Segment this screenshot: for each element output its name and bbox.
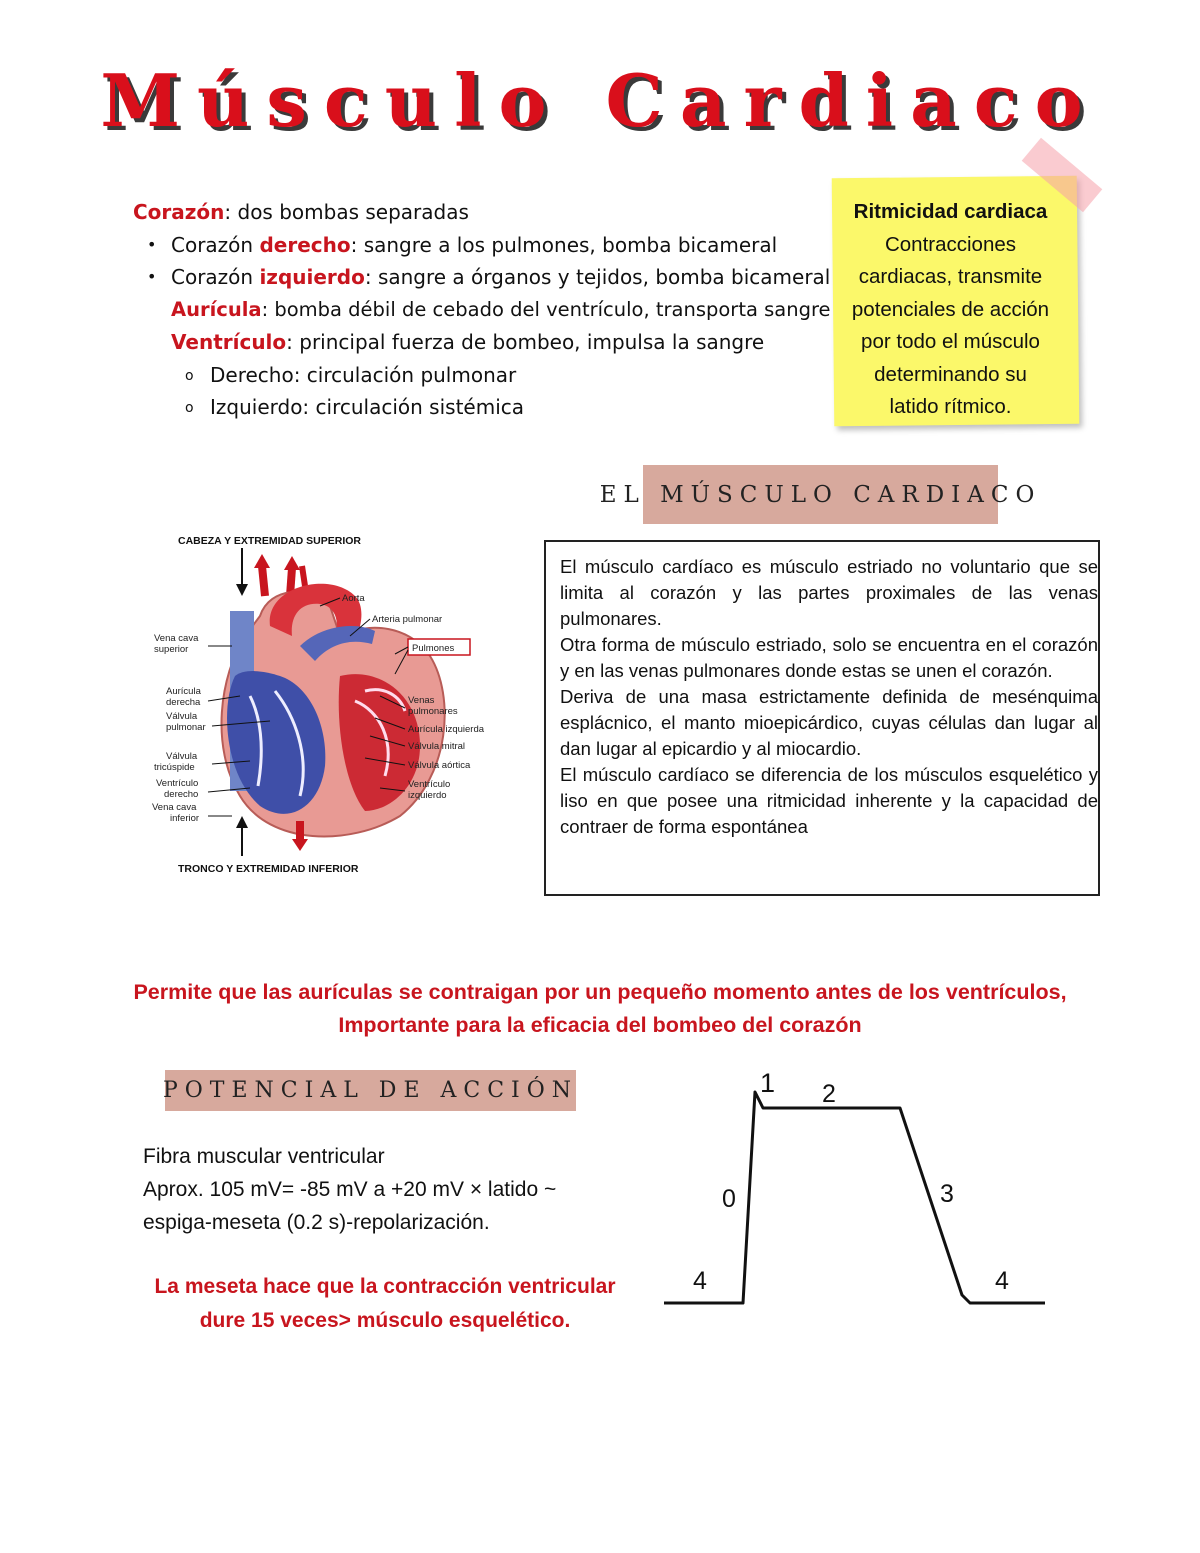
action-potential-graph (660, 1060, 1060, 1320)
phase-label: 2 (822, 1080, 836, 1108)
description-paragraph: Otra forma de músculo estriado, solo se encuentra en el corazón y en las venas pulmonares donde estas se unen el corazón. (560, 634, 1098, 681)
label-valvula-mitral: Válvula mitral (408, 741, 466, 752)
diagram-bottom-label: TRONCO Y EXTREMIDAD INFERIOR (178, 863, 359, 875)
label-valv-pul-1: Válvula (166, 711, 198, 722)
fibra-line: Fibra muscular ventricular (143, 1145, 385, 1168)
note-line: Contracciones (884, 232, 1017, 256)
note-line: determinando su (874, 362, 1027, 386)
label-venas-1: Venas (408, 695, 435, 706)
label-valv-tri-1: Válvula (166, 751, 198, 762)
bullet-icon: • (147, 234, 157, 254)
note-title: Ritmicidad cardiaca (853, 200, 1048, 223)
phase-label: 3 (940, 1180, 954, 1208)
label-vent-der-2: derecho (164, 789, 199, 800)
label-pulmones: Pulmones (412, 643, 455, 654)
red-statement-1: Permite que las aurículas se contraigan por un pequeño momento antes de los ventrículos, (133, 980, 1067, 1004)
phase-label: 0 (722, 1185, 736, 1213)
description-box (544, 540, 1100, 896)
label-vena-sup-2: superior (154, 644, 189, 655)
phase-label: 1 (760, 1068, 776, 1098)
auricula-line: Aurícula: bomba débil de cebado del ventrículo, transporta sangre (171, 297, 831, 321)
ventriculo-line: Ventrículo: principal fuerza de bombeo, impulsa la sangre (171, 330, 765, 354)
description-paragraph: El músculo cardíaco se diferencia de los músculos esquelético y liso en que posee una ritmicidad inherente y la capacidad de contraer de forma espontánea (560, 764, 1098, 837)
sticky-note-text (833, 196, 1068, 424)
label-vent-der-1: Ventrículo (156, 778, 199, 789)
label-vena-inf-1: Vena cava (152, 802, 197, 813)
label-valvula-aortica: Válvula aórtica (408, 760, 471, 771)
fibra-line: Aprox. 105 mV= -85 mV a +20 mV × latido ~ (143, 1178, 557, 1201)
meseta-line: La meseta hace que la contracción ventricular (154, 1275, 616, 1298)
note-line: latido rítmico. (889, 395, 1012, 418)
list-item: • Corazón izquierdo: sangre a órganos y tejidos, bomba bicameral (133, 261, 833, 294)
red-statement-2: Importante para la eficacia del bombeo del corazón (338, 1013, 862, 1037)
fibra-text (143, 1140, 556, 1239)
section-banner-potencial: POTENCIAL DE ACCIÓN (165, 1070, 576, 1111)
description-paragraph: El músculo cardíaco es músculo estriado no voluntario que se limita al corazón y las partes proximales de las venas pulmonares. (560, 556, 1098, 629)
note-line: potenciales de acción (851, 297, 1050, 321)
label-vent-izq-1: Ventrículo (408, 779, 451, 790)
note-line: por todo el músculo (861, 330, 1040, 353)
page-title: Músculo Cardiaco (100, 58, 1100, 143)
label-arteria-pulmonar: Arteria pulmonar (372, 614, 443, 625)
label-valv-tri-2: tricúspide (154, 762, 195, 773)
phase-label: 4 (995, 1267, 1009, 1295)
fibra-line: espiga-meseta (0.2 s)-repolarización. (143, 1211, 490, 1234)
intro-section (133, 196, 833, 424)
meseta-line: dure 15 veces> músculo esquelético. (199, 1309, 571, 1332)
label-venas-2: pulmonares (408, 706, 458, 717)
bullet-icon: • (147, 267, 157, 286)
label-valv-pul-2: pulmonar (166, 722, 206, 733)
label-vent-izq-2: izquierdo (408, 790, 447, 801)
intro-heading: Corazón: dos bombas separadas (133, 200, 469, 224)
list-item: o Izquierdo: circulación sistémica (133, 391, 833, 424)
label-auricula-izquierda: Aurícula izquierda (408, 724, 485, 735)
section-banner: EL MÚSCULO CARDIACO (643, 465, 998, 524)
heart-diagram (150, 526, 500, 878)
circle-bullet-icon: o (185, 400, 194, 416)
description-paragraph: Deriva de una masa estrictamente definida de mesénquima esplácnico, el manto mioepicárdico, cuyas células dan lugar al dan lugar al epicardio y al miocardio. (560, 686, 1098, 759)
label-vena-inf-2: inferior (170, 813, 200, 824)
list-item: • Corazón derecho: sangre a los pulmones, bomba bicameral (133, 229, 833, 262)
list-item: o Derecho: circulación pulmonar (133, 359, 833, 392)
label-aorta: Aorta (342, 593, 365, 604)
label-aur-der-2: derecha (166, 697, 201, 708)
label-vena-sup-1: Vena cava (154, 633, 199, 644)
meseta-note (135, 1270, 635, 1338)
phase-label: 4 (693, 1267, 707, 1295)
note-line: cardiacas, transmite (858, 265, 1043, 288)
diagram-top-label: CABEZA Y EXTREMIDAD SUPERIOR (178, 535, 361, 547)
circle-bullet-icon: o (185, 367, 194, 384)
label-aur-der-1: Aurícula (166, 686, 201, 697)
